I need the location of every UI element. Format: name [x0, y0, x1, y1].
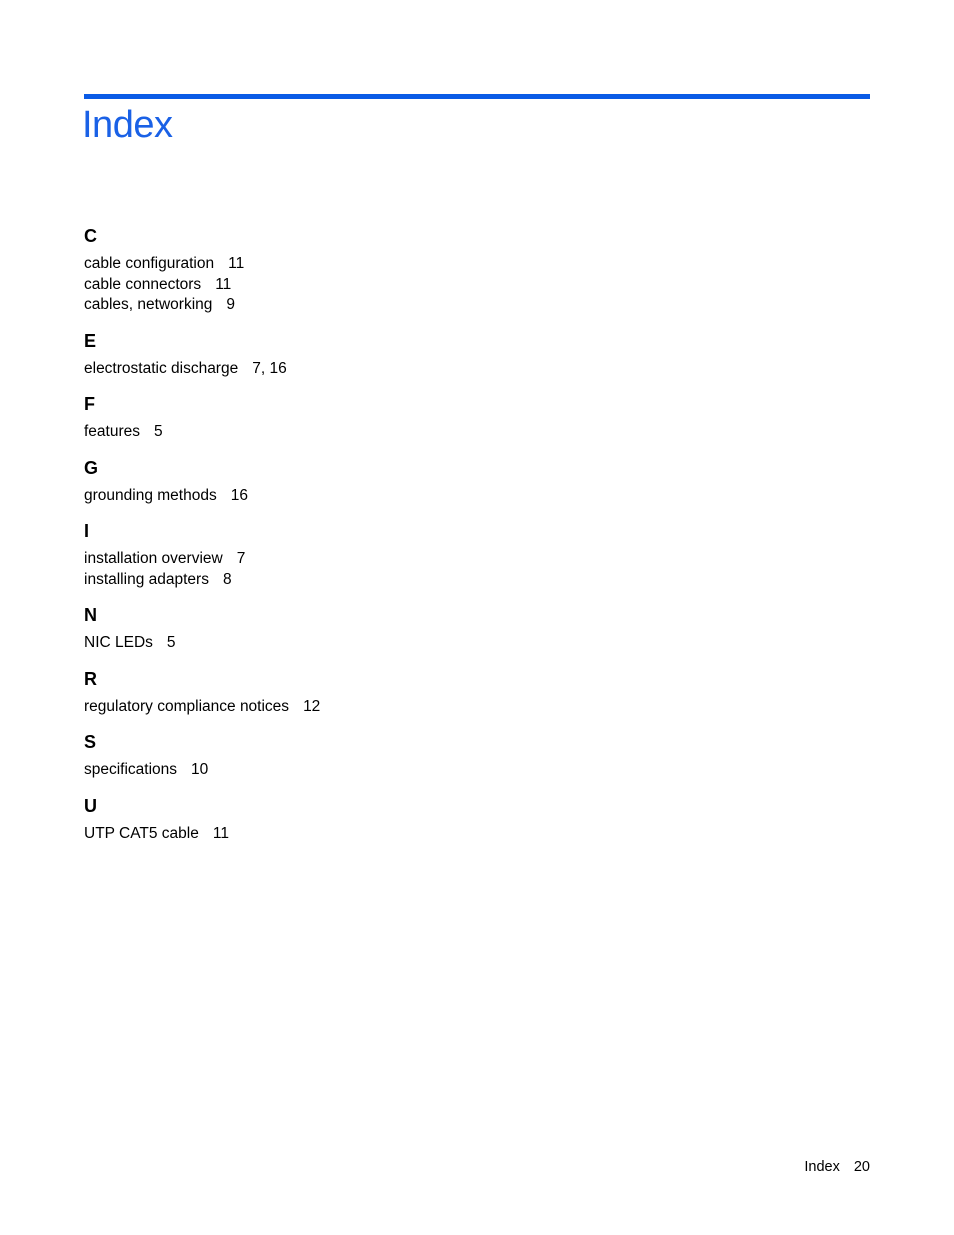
page-ref-link[interactable]: 9 [226, 296, 235, 313]
entry-list [84, 359, 784, 380]
entry-list [84, 486, 784, 507]
index-section-f [84, 390, 784, 443]
title-rule [84, 94, 870, 99]
index-section-n [84, 601, 784, 654]
entry-pages [303, 698, 320, 715]
page-ref-link[interactable]: 11 [228, 255, 245, 272]
entry-pages [215, 276, 231, 293]
index-entry [84, 422, 784, 443]
entry-pages [228, 255, 244, 272]
index-entry [84, 760, 784, 781]
entry-pages [213, 825, 229, 842]
section-letter: E [84, 330, 97, 351]
section-letter: G [84, 457, 99, 478]
page-ref-link[interactable]: 16 [269, 359, 287, 377]
index-body [84, 222, 784, 855]
page-ref-link[interactable]: 8 [222, 570, 232, 588]
index-entry [84, 295, 784, 316]
entry-term: regulatory compliance notices [84, 697, 290, 715]
section-letter: R [84, 668, 97, 689]
page-ref-link[interactable]: 5 [154, 423, 163, 440]
entry-list [84, 422, 784, 443]
entry-pages [226, 296, 235, 313]
footer-label: Index [804, 1159, 840, 1175]
index-section-i [84, 517, 784, 590]
page-ref-link[interactable]: 10 [191, 761, 209, 778]
entry-list [84, 549, 784, 590]
index-entry [84, 275, 784, 296]
entry-list [84, 824, 784, 845]
entry-term: installing adapters [84, 570, 209, 588]
index-section-s [84, 728, 784, 781]
page-ref-link[interactable]: 11 [215, 275, 232, 293]
index-section-c [84, 222, 784, 316]
page-ref-link[interactable]: 12 [303, 697, 321, 715]
section-letter: N [84, 605, 97, 625]
page-ref-link[interactable]: 5 [166, 634, 176, 651]
page-title: Index [82, 104, 173, 146]
entry-pages [154, 423, 163, 440]
page-ref-link[interactable]: 16 [230, 486, 248, 504]
index-section-e [84, 327, 784, 380]
entry-term: installation overview [84, 550, 223, 567]
entry-list [84, 697, 784, 718]
section-letter: S [84, 732, 97, 752]
entry-pages [237, 550, 246, 567]
entry-pages [231, 487, 248, 504]
entry-list [84, 633, 784, 654]
footer-page-number: 20 [853, 1159, 870, 1175]
entry-term: features [84, 423, 141, 440]
index-entry [84, 633, 784, 654]
index-section-g [84, 454, 784, 507]
index-entry [84, 486, 784, 507]
entry-pages [167, 634, 176, 651]
entry-pages [191, 761, 208, 778]
section-letter: C [84, 226, 97, 246]
index-entry [84, 359, 784, 380]
entry-list [84, 760, 784, 781]
entry-list [84, 254, 784, 316]
index-entry [84, 824, 784, 845]
page-ref-link[interactable]: 11 [212, 824, 229, 842]
index-section-r [84, 665, 784, 718]
page-ref-link[interactable]: 7 [236, 550, 246, 567]
section-letter: I [84, 521, 90, 541]
entry-term: cables, networking [84, 296, 213, 313]
entry-pages: 7, 16 [252, 359, 287, 377]
entry-term: cable connectors [84, 275, 202, 293]
index-section-u [84, 792, 784, 845]
entry-term: NIC LEDs [84, 634, 153, 651]
entry-term: electrostatic discharge [84, 359, 239, 377]
index-entry [84, 697, 784, 718]
entry-pages [223, 571, 232, 588]
index-entry [84, 549, 784, 570]
index-entry [84, 570, 784, 591]
page-footer [804, 1157, 870, 1177]
index-entry [84, 254, 784, 275]
page-ref-link[interactable]: 7 [252, 359, 261, 377]
entry-term: UTP CAT5 cable [84, 824, 199, 842]
entry-term: specifications [84, 761, 178, 778]
entry-term: grounding methods [84, 486, 217, 504]
section-letter: U [84, 795, 97, 816]
section-letter: F [84, 394, 95, 414]
entry-term: cable configuration [84, 255, 215, 272]
